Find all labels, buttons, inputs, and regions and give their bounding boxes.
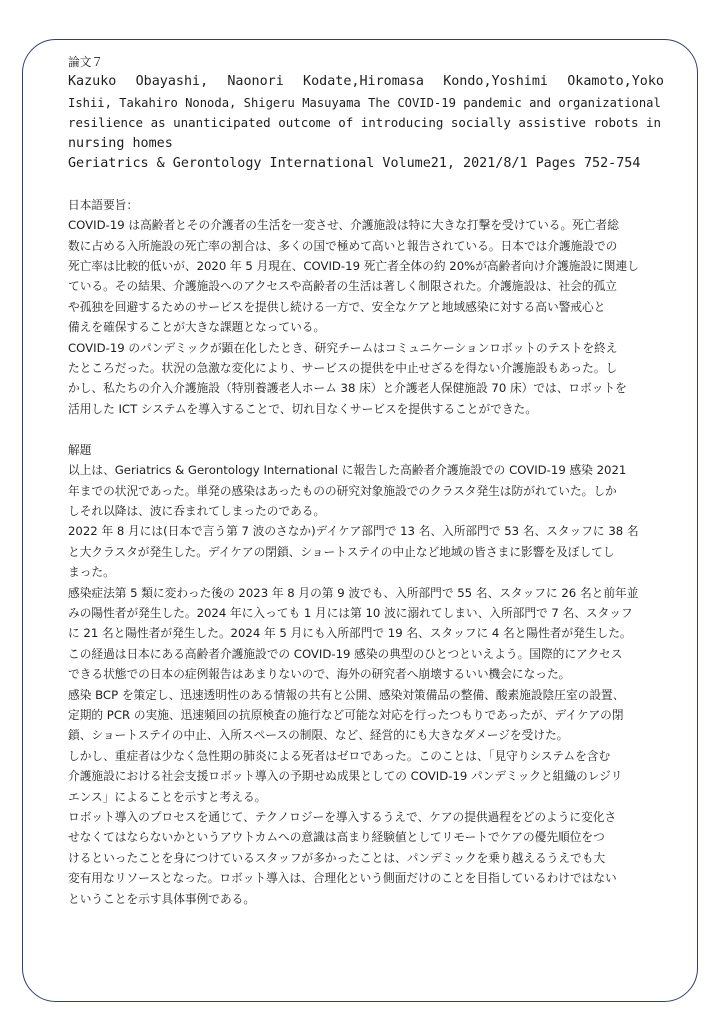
commentary-line: エンス」によることを示すと考える。 <box>68 789 267 804</box>
paper-title-line: resilience as unanticipated outcome of introducing socially assistive robots in <box>68 115 662 131</box>
paper-label: 論文７ <box>68 55 104 69</box>
commentary-line: この経過は日本にある高齢者介護施設での COVID-19 感染の典型のひとつといえよう。国際的にアクセス <box>68 646 623 661</box>
summary-line: ている。その結果、介護施設へのアクセスや高齢者の生活は著しく制限された。介護施設は、社会的孤立 <box>68 279 617 294</box>
author-part: Kazuko <box>68 74 117 90</box>
summary-line: COVID-19 のパンデミックが顕在化したとき、研究チームはコミュニケーションロボットのテストを終え <box>68 340 618 355</box>
commentary-line: に 21 名と陽性者が発生した。2024 年 5 月にも入所部門で 19 名、スタッフに 4 名と陽性者が発生した。 <box>68 626 632 641</box>
commentary-line: 鎖、ショートステイの中止、入所スペースの制限、など、経営的にも大きなダメージを受けた。 <box>68 728 569 743</box>
commentary-line: しかし、重症者は少なく急性期の肺炎による死者はゼロであった。このことは、「見守りシステムを含む <box>68 748 611 763</box>
commentary-line: せなくてはならないかというアウトカムへの意識は高まり経験値としてリモートでケアの優先順位をつ <box>68 830 605 845</box>
commentary-line: できる状態での日本の症例報告はあまりないので、海外の研究者へ崩壊するいい機会になった。 <box>68 667 571 682</box>
summary-line: 活用した ICT システムを導入することで、切れ目なくサービスを提供することができた。 <box>68 401 537 416</box>
author-part: Okamoto,Yoko <box>567 74 664 90</box>
commentary-line: けるといったことを身につけているスタッフが多かったことは、パンデミックを乗り越えるうえでも大 <box>68 850 606 865</box>
commentary-line: 2022 年 8 月には(日本で言う第 7 波のさなか)デイケア部門で 13 名、入所部門で 53 名、スタッフに 38 名 <box>68 524 639 539</box>
author-part: Kondo,Yoshimi <box>443 74 548 90</box>
commentary-line: 年までの状況であった。単発の感染はあったものの研究対象施設でのクラスタ発生は防がれていた。しか <box>68 483 617 498</box>
authors-line-2: Ishii, Takahiro Nonoda, Shigeru Masuyama The COVID-19 pandemic and organizational <box>68 95 661 110</box>
author-part: Naonori <box>227 74 284 90</box>
commentary-line: まった。 <box>68 565 115 580</box>
commentary-line: 感染症法第 5 類に変わった後の 2023 年 8 月の第 9 波でも、入所部門で 55 名、スタッフに 26 名と前年並 <box>68 585 639 600</box>
commentary-line: ということを示す具体事例である。 <box>68 891 256 906</box>
summary-line: たところだった。状況の急激な変化により、サービスの提供を中止せざるを得ない介護施設もあった。し <box>68 361 618 376</box>
commentary-line: と大クラスタが発生した。デイケアの閉鎖、ショートステイの中止など地域の皆さまに影響を及ぼしてし <box>68 544 615 559</box>
commentary-line: みの陽性者が発生した。2024 年に入っても 1 月には第 10 波に溺れてしまい、入所部門で 7 名、スタッフ <box>68 605 633 620</box>
author-part: Obayashi, <box>135 74 209 90</box>
commentary-line: 変有用なリソースとなった。ロボット導入は、合理化という側面だけのことを目指しているわけではない <box>68 871 617 886</box>
paper-title-line: nursing homes <box>68 135 173 151</box>
summary-line: かし、私たちの介入介護施設（特別養護老人ホーム 38 床）と介護老人保健施設 70 床）では、ロボットを <box>68 381 627 396</box>
summary-line: 備えを確保することが大きな課題となっている。 <box>68 320 326 335</box>
journal-citation: Geriatrics & Gerontology International Volume21, 2021/8/1 Pages 752-754 <box>68 156 641 172</box>
commentary-line: しそれ以降は、波に呑まれてしまったのである。 <box>68 503 326 518</box>
author-part: Kodate,Hiromasa <box>303 74 424 90</box>
commentary-line: 感染 BCP を策定し、迅速透明性のある情報の共有と公開、感染対策備品の整備、酸素施設陰圧室の設置、 <box>68 687 625 702</box>
commentary-heading: 解題 <box>68 442 92 457</box>
summary-paragraphs <box>68 215 664 419</box>
authors-line-1 <box>68 72 664 92</box>
summary-line: や孤独を回避するためのサービスを提供し続ける一方で、安全なケアと地域感染に対する高い警戒心と <box>68 299 606 314</box>
spacer <box>68 174 664 194</box>
summary-line: 死亡率は比較的低いが、2020 年 5 月現在、COVID-19 死亡者全体の約 20%が高齢者向け介護施設に関連し <box>68 259 639 274</box>
commentary-line: ロボット導入のプロセスを通じて、テクノロジーを導入するうえで、ケアの提供過程をどのように変化さ <box>68 810 617 824</box>
commentary-line: 介護施設における社会支援ロボット導入の予期せぬ成果としての COVID-19 パンデミックと組織のレジリ <box>68 769 623 784</box>
document-body <box>68 52 664 909</box>
commentary-paragraphs <box>68 460 664 909</box>
commentary-line: 定期的 PCR の実施、迅速頻回の抗原検査の施行など可能な対応を行ったつもりであったが、デイケアの閉 <box>68 707 624 722</box>
summary-line: COVID-19 は高齢者とその介護者の生活を一変させ、介護施設は特に大きな打撃を受けている。死亡者総 <box>68 218 619 233</box>
spacer <box>68 419 664 439</box>
summary-line: 数に占める入所施設の死亡率の割合は、多くの国で極めて高いと報告されている。日本では介護施設での <box>68 238 618 253</box>
commentary-line: 以上は、Geriatrics & Gerontology International に報告した高齢者介護施設での COVID-19 感染 2021 <box>68 463 627 478</box>
summary-heading: 日本語要旨： <box>68 197 139 212</box>
